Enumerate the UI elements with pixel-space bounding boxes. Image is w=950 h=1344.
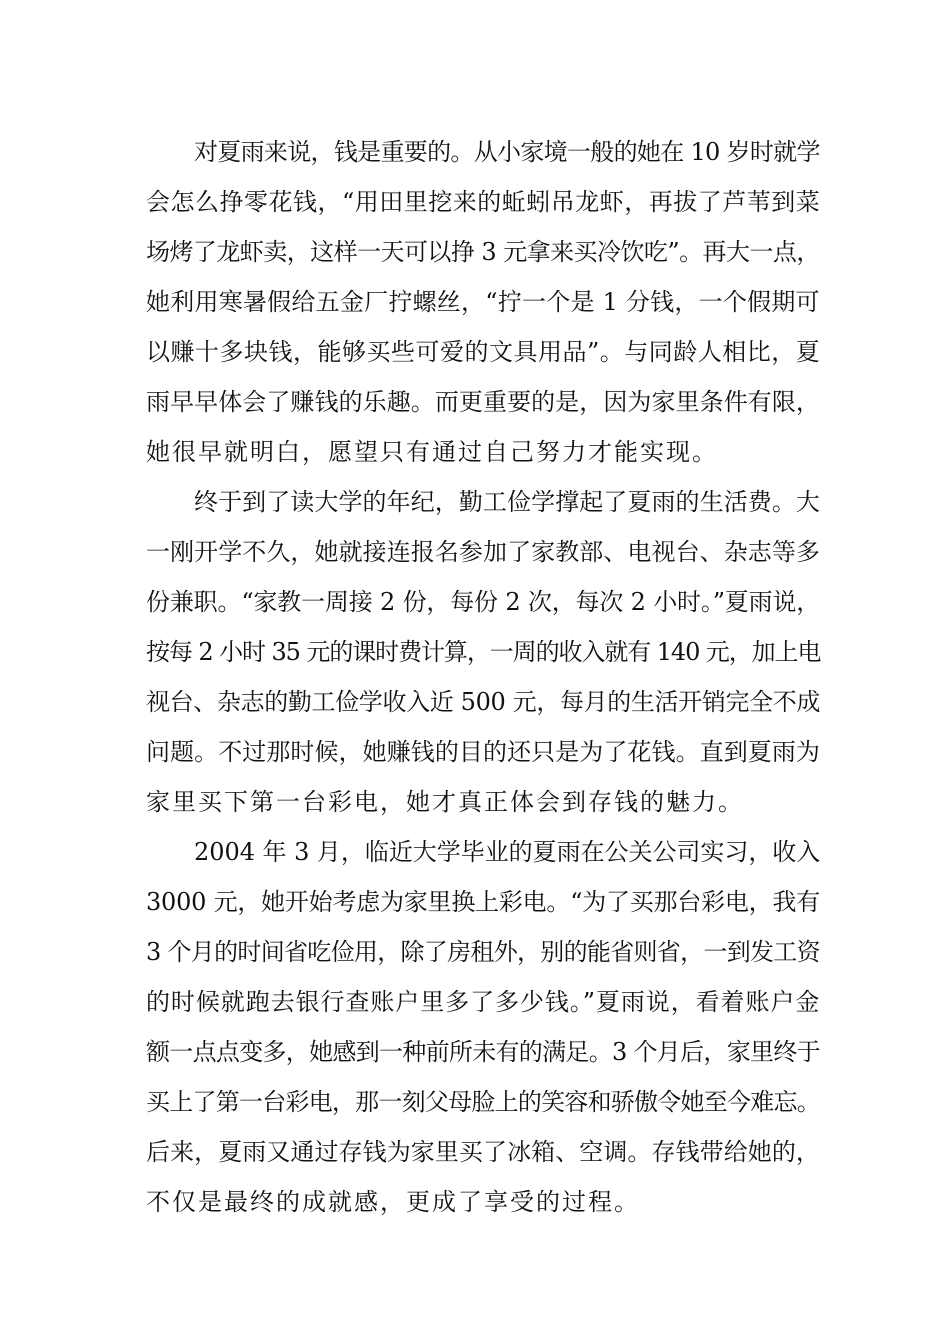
paragraph-1-line-5: 以赚十多块钱，能够买些可爱的文具用品”。与同龄人相比，夏 (146, 338, 821, 366)
paragraph-1-line-3: 场烤了龙虾卖，这样一天可以挣 3 元拿来买冷饮吃”。再大一点， (146, 238, 820, 266)
paragraph-3-line-2: 3000 元，她开始考虑为家里换上彩电。“为了买那台彩电，我有 (146, 888, 820, 916)
paragraph-3-line-6: 买上了第一台彩电，那一刻父母脸上的笑容和骄傲令她至今难忘。 (146, 1088, 820, 1116)
paragraph-3-line-5: 额一点点变多，她感到一种前所未有的满足。3 个月后，家里终于 (146, 1038, 820, 1066)
paragraph-1-line-1: 对夏雨来说，钱是重要的。从小家境一般的她在 10 岁时就学 (194, 138, 820, 166)
paragraph-2-line-1: 终于到了读大学的年纪，勤工俭学撑起了夏雨的生活费。大 (194, 488, 820, 516)
paragraph-1-line-6: 雨早早体会了赚钱的乐趣。而更重要的是，因为家里条件有限， (146, 388, 820, 416)
paragraph-1-line-4: 她利用寒暑假给五金厂拧螺丝，“拧一个是 1 分钱，一个假期可 (146, 288, 820, 316)
paragraph-3-line-1: 2004 年 3 月，临近大学毕业的夏雨在公关公司实习，收入 (194, 838, 821, 866)
paragraph-2-line-6: 问题。不过那时候，她赚钱的目的还只是为了花钱。直到夏雨为 (146, 738, 820, 766)
paragraph-2-line-4: 按每 2 小时 35 元的课时费计算，一周的收入就有 140 元，加上电 (146, 638, 821, 666)
paragraph-3-line-7: 后来，夏雨又通过存钱为家里买了冰箱、空调。存钱带给她的， (146, 1138, 820, 1166)
paragraph-3-line-8: 不仅是最终的成就感，更成了享受的过程。 (146, 1188, 640, 1216)
paragraph-2-line-7: 家里买下第一台彩电，她才真正体会到存钱的魅力。 (146, 788, 744, 816)
paragraph-3-line-3: 3 个月的时间省吃俭用，除了房租外，别的能省则省，一到发工资 (146, 938, 820, 966)
paragraph-3-line-4: 的时候就跑去银行查账户里多了多少钱。”夏雨说，看着账户金 (146, 988, 821, 1016)
paragraph-2-line-3: 份兼职。“家教一周接 2 份，每份 2 次，每次 2 小时。”夏雨说， (146, 588, 821, 616)
paragraph-2-line-5: 视台、杂志的勤工俭学收入近 500 元，每月的生活开销完全不成 (146, 688, 821, 716)
paragraph-1-line-7: 她很早就明白，愿望只有通过自己努力才能实现。 (146, 438, 718, 466)
paragraph-2-line-2: 一刚开学不久，她就接连报名参加了家教部、电视台、杂志等多 (146, 538, 820, 566)
paragraph-1-line-2: 会怎么挣零花钱，“用田里挖来的蚯蚓吊龙虾，再拔了芦苇到菜 (146, 188, 821, 216)
